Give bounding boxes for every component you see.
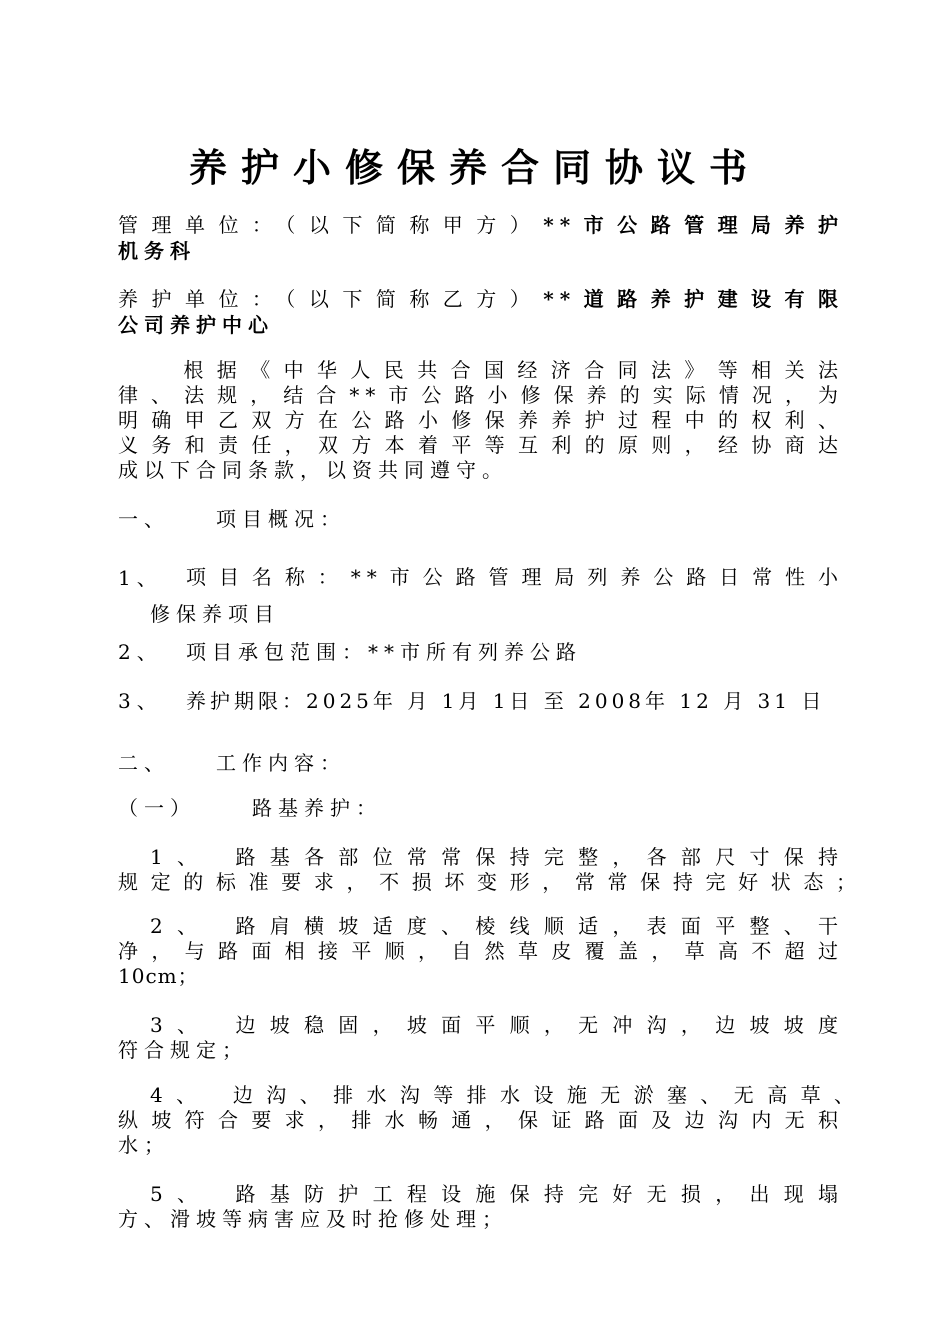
- section-2-number: 二、: [118, 751, 170, 775]
- item-text: 养护期限：2025年 月 1月 1日 至 2008年 12 月 31 日: [186, 689, 826, 713]
- item-text-continued: 修保养项目: [150, 602, 280, 626]
- item-number: 1、: [118, 566, 163, 590]
- subsection-heading: 路基养护：: [252, 796, 382, 820]
- item-text: 项目名称：**市公路管理局列养公路日常性小: [186, 565, 844, 589]
- work-item-line: 方、滑坡等病害应及时抢修处理；: [118, 1207, 508, 1231]
- preamble-line: 义务和责任，双方本着平等互利的原则，经协商达: [118, 433, 844, 457]
- preamble-line: 律、法规，结合**市公路小修保养的实际情况，为: [118, 383, 844, 407]
- party-a-label: 管理单位：（以下简称甲方）: [118, 213, 544, 237]
- section-1-heading: 项目概况：: [216, 507, 346, 531]
- work-item-line: 符合规定；: [118, 1038, 248, 1062]
- work-item-line: 5、 路基防护工程设施保持完好无损，出现塌: [150, 1182, 844, 1206]
- preamble-line: 成以下合同条款，以资共同遵守。: [118, 458, 508, 482]
- section-1-number: 一、: [118, 507, 170, 531]
- party-b-name: **道路养护建设有限: [543, 287, 845, 311]
- work-item-line: 4、 边沟、排水沟等排水设施无淤塞、无高草、: [150, 1083, 860, 1107]
- party-b-line2: 公司养护中心: [118, 313, 274, 337]
- work-item-line: 2、 路肩横坡适度、棱线顺适，表面平整、干: [150, 914, 844, 938]
- work-item-line: 1、 路基各部位常常保持完整，各部尺寸保持: [150, 845, 844, 869]
- party-b-label: 养护单位：（以下简称乙方）: [118, 287, 544, 311]
- document-title: 养护小修保养合同协议书: [188, 145, 761, 190]
- work-item-line: 水；: [118, 1133, 170, 1157]
- item-number: 2、: [118, 640, 163, 664]
- work-item-line: 3、 边坡稳固，坡面平顺，无冲沟，边坡坡度: [150, 1013, 844, 1037]
- work-item-line: 规定的标准要求，不损坏变形，常常保持完好状态；: [118, 870, 862, 894]
- party-b-line1: [118, 287, 844, 312]
- item-number: 3、: [118, 689, 163, 713]
- preamble-line: 明确甲乙双方在公路小修保养养护过程中的权利、: [118, 408, 844, 432]
- party-a-line2: 机务科: [118, 239, 196, 263]
- work-item-line: 纵坡符合要求，排水畅通，保证路面及边沟内无积: [118, 1108, 844, 1132]
- work-item-line: 净，与路面相接平顺，自然草皮覆盖，草高不超过: [118, 939, 844, 963]
- subsection-number: （一）: [118, 796, 196, 820]
- party-a-name: **市公路管理局养护: [543, 213, 845, 237]
- work-item-line: 10cm；: [118, 964, 199, 988]
- item-text: 项目承包范围：**市所有列养公路: [186, 640, 582, 664]
- preamble-line: 根据《中华人民共合国经济合同法》等相关法: [150, 358, 844, 382]
- section-2-heading: 工作内容：: [216, 751, 346, 775]
- party-a-line1: [118, 213, 844, 238]
